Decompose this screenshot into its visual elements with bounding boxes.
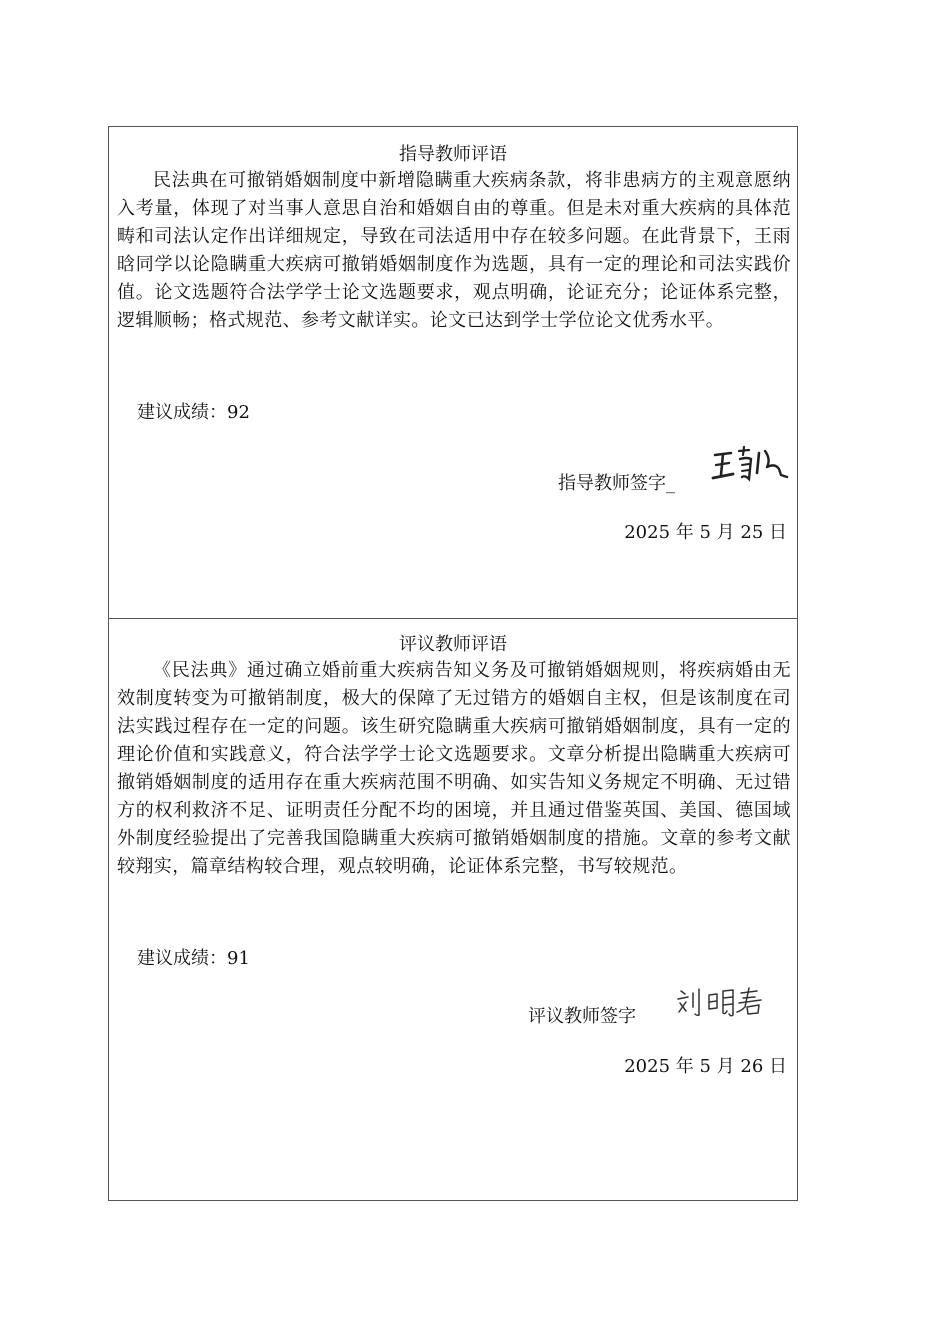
reviewer-section-title: 评议教师评语 (399, 634, 507, 655)
grade-label: 建议成绩： (137, 948, 227, 969)
reviewer-comment-cell (109, 619, 797, 1200)
grade-value: 92 (227, 402, 250, 423)
reviewer-signature-image (675, 985, 775, 1021)
advisor-signature-image (709, 445, 789, 491)
grade-value: 91 (227, 948, 250, 969)
reviewer-signature-row (528, 1003, 636, 1031)
advisor-comment-cell (109, 127, 797, 619)
advisor-sign-label: 指导教师签字_ (558, 473, 675, 494)
grade-label: 建议成绩： (137, 402, 227, 423)
advisor-suggested-grade (137, 399, 250, 427)
reviewer-comment-text: 《民法典》通过确立婚前重大疾病告知义务及可撤销婚姻规则，将疾病婚由无效制度转变为可撤销制度，极大的保障了无过错方的婚姻自主权，但是该制度在司法实践过程存在一定的问题。该生研究隐瞒重大疾病可撤销婚姻制度，具有一定的理论价值和实践意义，符合法学学士论文选题要求。文章分析提出隐瞒重大疾病可撤销婚姻制度的适用存在重大疾病范围不明确、如实告知义务规定不明确、无过错方的权利救济不足、证明责任分配不均的困境，并且通过借鉴英国、美国、德国域外制度经验提出了完善我国隐瞒重大疾病可撤销婚姻制度的措施。文章的参考文献较翔实，篇章结构较合理，观点较明确，论证体系完整，书写较规范。 (117, 660, 791, 877)
reviewer-date: 2025 年 5 月 26 日 (624, 1056, 787, 1077)
advisor-section-title: 指导教师评语 (399, 144, 507, 165)
advisor-date: 2025 年 5 月 25 日 (624, 522, 787, 543)
reviewer-sign-label: 评议教师签字 (528, 1006, 636, 1027)
reviewer-suggested-grade (137, 945, 250, 973)
advisor-comment-text: 民法典在可撤销婚姻制度中新增隐瞒重大疾病条款，将非患病方的主观意愿纳入考量，体现了对当事人意思自治和婚姻自由的尊重。但是未对重大疾病的具体范畴和司法认定作出详细规定，导致在司法适用中存在较多问题。在此背景下，王雨晗同学以论隐瞒重大疾病可撤销婚姻制度作为选题，具有一定的理论和司法实践价值。论文选题符合法学学士论文选题要求，观点明确，论证充分；论证体系完整，逻辑顺畅；格式规范、参考文献详实。论文已达到学士学位论文优秀水平。 (117, 170, 791, 331)
advisor-signature-row (558, 470, 675, 498)
evaluation-table (108, 126, 798, 1201)
